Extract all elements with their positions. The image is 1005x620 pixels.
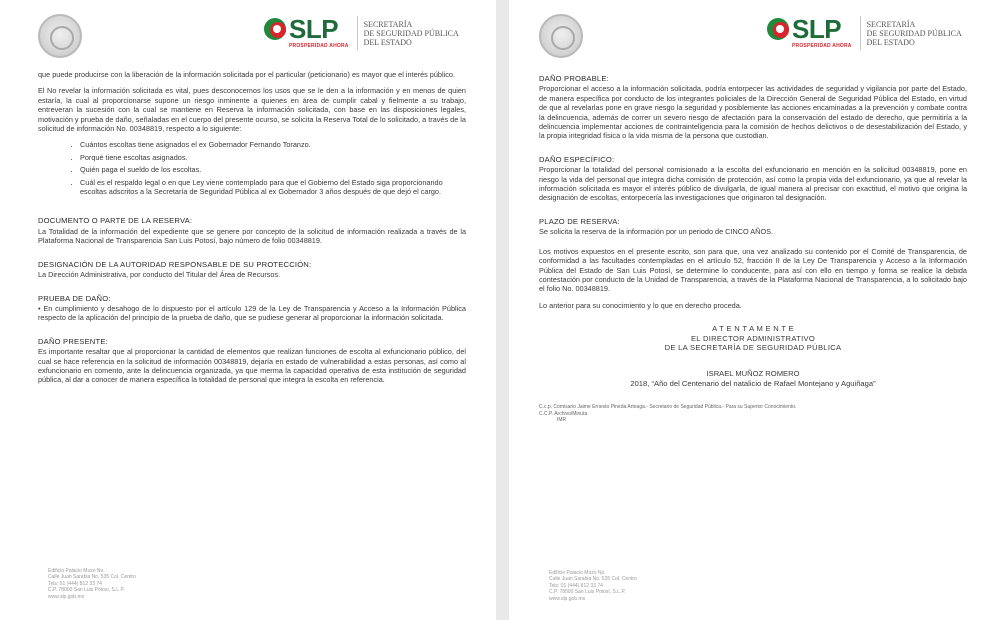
section-title: PRUEBA DE DAÑO: [38,293,111,303]
paragraph: Lo anterior para su conocimiento y lo que en derecho proceda. [539,300,742,310]
page-body [38,70,466,392]
logo-word: SLP [289,14,339,44]
section-text: Proporcionar el acceso a la información solicitada, podría entorpecer las actividades de seguridad y vigilancia por parte del Estado, de manera específica por conducto de los integrantes policiales de la Dirección General de Seguridad Pública del Estado, en virtud de que al revelarlas pone en grave riesgo la seguridad y posiblemente las acciones encaminadas a la prevención y combate contra la delincuencia, además de correr un severo riesgo de afectación para la conservación del estado de derecho, que permitiría a la delincuencia implementar acciones de contrainteligencia para la comisión de hechos delictivos o de desestabilización del Estado, y la propia integridad física o la vida misma de la persona que custodian. [539,84,967,141]
paragraph: que puede producirse con la liberación de la información solicitada por el particular (peticionario) es mayor que el interés público. [38,70,455,79]
section-title: DAÑO ESPECÍFICO: [539,154,615,164]
section-text: • En cumplimiento y desahogo de lo dispuesto por el artículo 129 de la Ley de Transparencia y Acceso a la Información Pública respecto de la aplicación del principio de la prueba de daño, que se pudiese generar al proporcionar la información solicitada. [38,303,466,323]
org-name: SECRETARÍA DE SEGURIDAD PÚBLICA DEL ESTADO [363,20,459,47]
logo-word: SLP [792,14,842,44]
section-title: PLAZO DE RESERVA: [539,216,620,226]
page-footer: Edificio Palacio Mozo No. Calle Juan Sarabia No. 535 Col. Centro Tels: 01 (444) 812 33 74 C.P. 78000 San Luis Potosí, S.L.P. www.slp.gob.mx [549,570,637,602]
page-body [539,74,967,423]
request-list [38,140,466,196]
national-seal-icon [38,14,82,58]
section-title: DAÑO PROBABLE: [539,74,609,83]
section-title: DAÑO PRESENTE: [38,336,108,346]
list-item: • Porqué tiene escoltas asignados. [80,153,466,162]
slp-logo-mark-icon [264,18,286,40]
slp-logo [264,16,464,50]
section-text: Es importante resaltar que al proporcionar la cantidad de elementos que realizan funciones de escolta al exfuncionario público, del cual se hace referencia en la solicitud de información 00348819, dejaría en estado de vulnerabilidad a estas personas, así como al exfuncionario en comento, ante la delincuencia organizada, ya que merma la capacidad operativa de esta institución de seguridad pública, al dar a conocer de manera específica la totalidad de personal que integra la escolta en referencia. [38,347,466,385]
section-title: DOCUMENTO O PARTE DE LA RESERVA: [38,216,193,226]
page-header [0,0,496,70]
slp-logo-mark-icon [767,18,789,40]
closing-block: A T E N T A M E N T E EL DIRECTOR ADMINISTRATIVO DE LA SECRETARÍA DE SEGURIDAD PÚBLICA [664,324,842,353]
org-name: SECRETARÍA DE SEGURIDAD PÚBLICA DEL ESTADO [866,20,962,47]
signature-block [539,369,967,388]
paragraph: Los motivos expuestos en el presente escrito, son para que, una vez analizado su contenido por el Comité de Transparencia, de conformidad a las facultades contempladas en el artículo 52, fracción II de la Ley De Transparencia y Acceso a la Información Pública del Estado de San Luis Potosí, se determine lo conducente, para así con ello en tiempo y forma se realice la debida contestación por conducto de la Unidad de Transparencia, a través de la Plataforma Nacional de Transparencia, a lo solicitado bajo el folio No. 00348819. [539,246,967,294]
section-text: Proporcionar la totalidad del personal comisionado a la escolta del exfuncionario en mención en la solicitud 00348819, pone en riesgo la vida del personal que integra dicha comisión de protección, así como la propia vida del exfuncionario, ya que al revelar la información solicitada es mayor el interés público de divulgarla, de igual manera al precisar con exactitud, el motivo que origina la designación de escoltas, entorpecería las investigaciones que originaron tal designación. [539,165,967,203]
brand-divider [357,16,358,50]
logo-tagline: PROSPERIDAD AHORA [289,43,349,49]
logo-tagline: PROSPERIDAD AHORA [792,43,852,49]
carbon-copy: C.c.p. Comisario Jaime Ernesto Pineda Arteaga.- Secretario de Seguridad Pública.- Para su Superior Conocimiento. C.C.P. Archivo/Minuta IMR [539,404,797,423]
signer-motto: 2018, “Año del Centenario del natalicio de Rafael Montejano y Aguiñaga” [630,378,876,388]
slp-logo [767,16,967,50]
paragraph: El No revelar la información solicitada es vital, pues desconocemos los usos que se le den a la información y en menos de quien estaría, la cual al proporcionarse supone un riesgo inminente a quienes en área de cumplir cabal y fielmente a su trabajo, entreveran la sucesión con la cual se mantiene en Reserva la información solicitada, con base en las disposiciones legales, motivación y prueba de daño, señaladas en el cuerpo del presente ocurso, se solicita la Reserva Total de lo solicitado, a través de la solicitud de información No. 00348819, respecto a lo siguiente: [38,86,466,134]
list-item: • Cuántos escoltas tiene asignados el ex Gobernador Fernando Toranzo. [80,140,466,149]
document-page-left [0,0,496,620]
section-text: La Dirección Administrativa, por conducto del Titular del Área de Recursos. [38,270,281,280]
signer-name: ISRAEL MUÑOZ ROMERO [706,368,800,378]
national-seal-icon [539,14,583,58]
page-header [509,0,1005,70]
page-footer: Edificio Palacio Mozo No. Calle Juan Sarabia No. 535 Col. Centro Tels: 01 (444) 812 33 74 C.P. 78000 San Luis Potosí, S.L.P. www.slp.gob.mx [48,568,136,600]
list-item: • Quién paga el sueldo de los escoltas. [80,165,466,174]
brand-divider [860,16,861,50]
section-text: La Totalidad de la información del expediente que se genere por concepto de la solicitud de información realizada a través de la Plataforma Nacional de Transparencia San Luis Potosí, bajo número de folio 00348819. [38,226,466,246]
document-page-right [509,0,1005,620]
section-title: DESIGNACIÓN DE LA AUTORIDAD RESPONSABLE DE SU PROTECCIÓN: [38,259,312,269]
section-text: Se solicita la reserva de la información por un periodo de CINCO AÑOS. [539,227,774,237]
list-item: • Cuál es el respaldo legal o en que Ley viene contemplado para que el Gobierno del Estado siga proporcionando escoltas adscritos a la Secretaría de Seguridad Pública al ex Gobernador 3 años después de que dejó el cargo. [80,178,466,197]
